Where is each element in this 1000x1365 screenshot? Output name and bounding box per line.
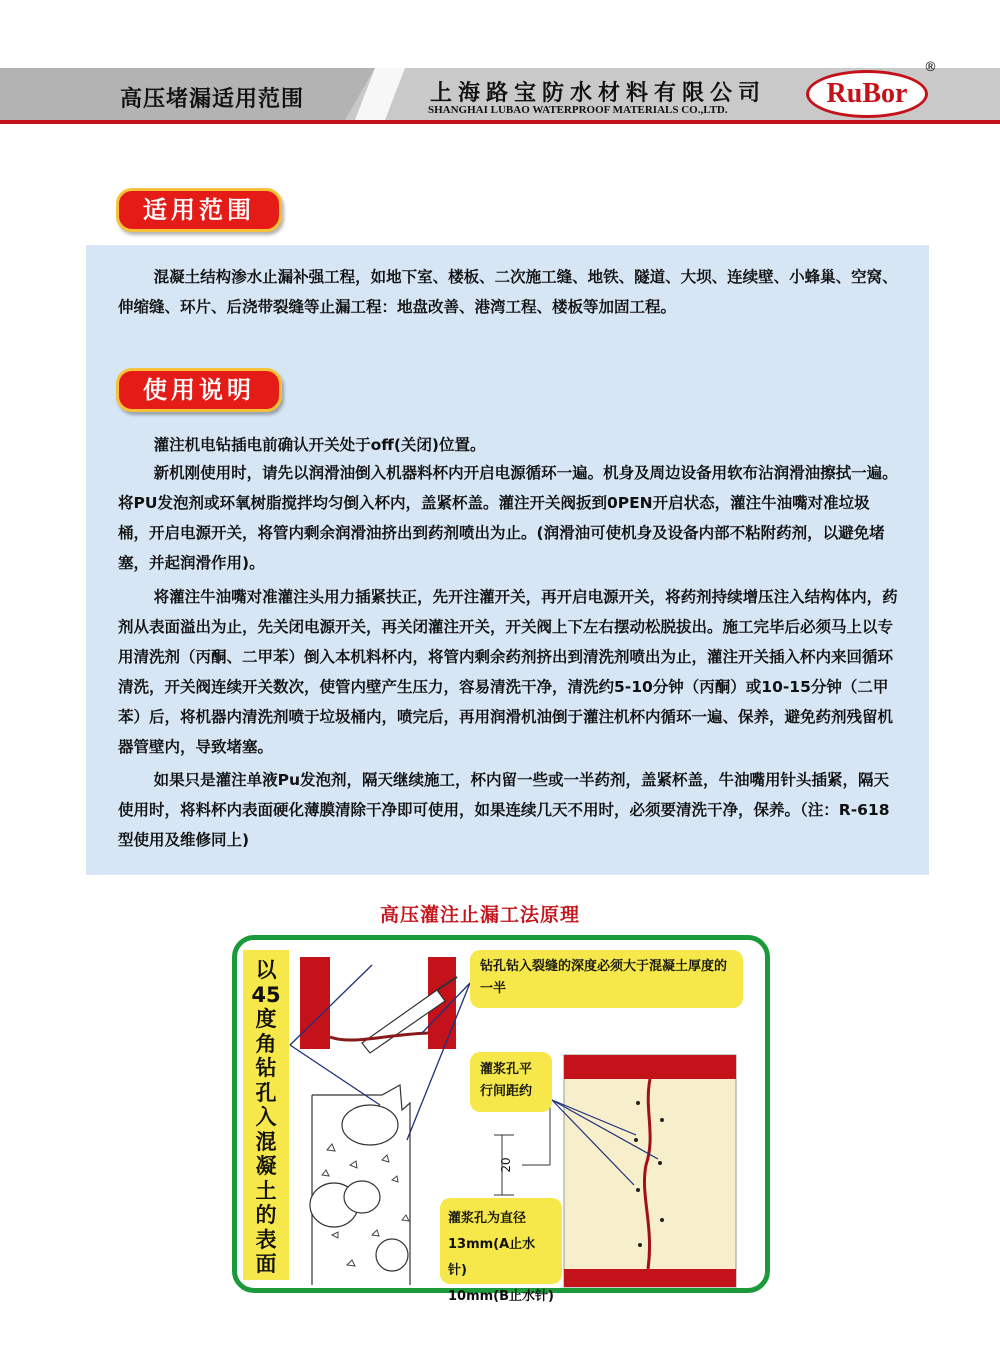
- registered-mark: ®: [924, 60, 937, 75]
- note-diameter-b: 10mm(B止水针): [448, 1289, 554, 1304]
- cavity-4: [376, 1239, 408, 1271]
- brand-logo: [806, 70, 928, 118]
- note-spacing-line-1: 灌浆孔平: [480, 1062, 533, 1077]
- wall-top-band: [564, 1055, 736, 1079]
- scope-heading: 适用范围: [116, 188, 282, 232]
- wall-bottom-band: [564, 1269, 736, 1287]
- dimension-label: 20: [499, 1157, 513, 1173]
- cavity-1: [342, 1105, 398, 1145]
- usage-paragraph-4: 如果只是灌注单液Pu发泡剂，隔天继续施工，杯内留一些或一半药剂，盖紧杯盖，牛油嘴用针头插紧，隔天使用时，将料杯内表面硬化薄膜清除干净即可使用，如果连续几天不用时，必须要清洗干净，保养。（注：R-618型使用及维修同上): [118, 771, 890, 849]
- usage-paragraph-1: 灌注机电钻插电前确认开关处于off(关闭)位置。: [153, 436, 486, 454]
- company-name-cn: 上海路宝防水材料有限公司: [430, 80, 767, 106]
- cavity-3: [344, 1181, 380, 1213]
- diagram-title: 高压灌注止漏工法原理: [380, 904, 581, 926]
- wall-left-red: [300, 957, 330, 1049]
- usage-paragraph-2: 新机刚使用时，请先以润滑油倒入机器料杯内开启电源循环一遍。机身及周边设备用软布沾润滑油擦拭一遍。将PU发泡剂或环氧树脂搅拌均匀倒入杯内，盖紧杯盖。灌注开关阀扳到0PEN开启状态，灌注牛油嘴对准垃圾桶，开启电源开关，将管内剩余润滑油挤出到药剂喷出为止。(润滑油可使机身及设备内部不粘附药剂，以避免堵塞，并起润滑作用)。: [118, 464, 898, 572]
- note-hole-spacing: [470, 1052, 552, 1112]
- note-diameter-a: 13mm(A止水针): [448, 1237, 536, 1278]
- note-hole-diameter: [440, 1198, 562, 1304]
- usage-paragraph-3: 将灌注牛油嘴对准灌注头用力插紧扶正，先开注灌开关，再开启电源开关，将药剂持续增压注入结构体内，药剂从表面溢出为止，先关闭电源开关，再关闭灌注开关，开关阀上下左右摆动松脱拔出。施工完毕后必须马上以专用清洗剂（丙酮、二甲苯）倒入本机料杯内，将管内剩余药剂挤出到清洗剂喷出为止，灌注开关插入杯内来回循环清洗，开关阀连续开关数次，使管内壁产生压力，容易清洗干净，清洗约5-10分钟（丙酮）或10-15分钟（二甲苯）后，将机器内清洗剂喷于垃圾桶内，喷完后，再用润滑机油倒于灌注机杯内循环一遍、保养，避免药剂残留机器管壁内，导致堵塞。: [118, 588, 898, 756]
- header-red-line: [0, 120, 1000, 124]
- usage-heading: 使用说明: [116, 368, 282, 412]
- logo-text: RuBor: [826, 78, 908, 109]
- note-diameter-title: 灌浆孔为直径: [448, 1211, 527, 1226]
- scope-text: 混凝土结构渗水止漏补强工程，如地下室、楼板、二次施工缝、地铁、隧道、大坝、连续壁、小蜂巢、空窝、伸缩缝、环片、后浇带裂缝等止漏工程：地盘改善、港湾工程、楼板等加固工程。: [118, 268, 898, 316]
- note-spacing-line-2: 行间距约: [480, 1084, 533, 1099]
- page-title: 高压堵漏适用范围: [120, 87, 305, 112]
- note-drill-depth: 钻孔钻入裂缝的深度必须大于混凝土厚度的一半: [470, 950, 743, 1008]
- company-name-en: SHANGHAI LUBAO WATERPROOF MATERIALS CO.,LTD.: [428, 104, 728, 116]
- vertical-label: 以45度角钻孔入混凝土的表面: [251, 958, 281, 1276]
